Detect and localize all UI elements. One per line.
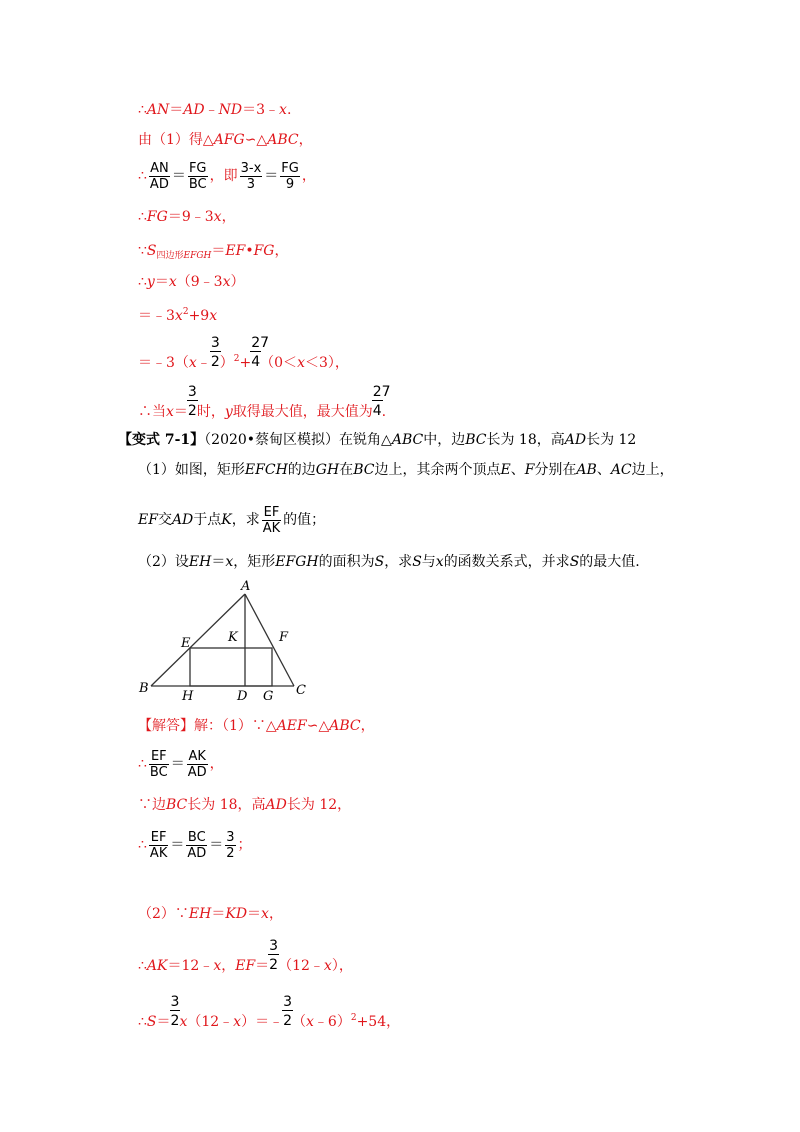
solution-line: $=﹣3x^2+9x$ bbox=[138, 307, 218, 324]
rectangle-efgh bbox=[190, 648, 272, 686]
solution-line: ∴FG＝9﹣3x， bbox=[138, 209, 236, 225]
fraction: $\frac{AN}{AD}$ bbox=[149, 160, 169, 192]
stacked-fraction: $\frac{3}{2}$ bbox=[283, 994, 292, 1029]
stacked-fraction: $\frac{27}{4}$ bbox=[372, 384, 391, 419]
solution-line: （2）∵EH＝KD＝x， bbox=[138, 906, 283, 922]
solution-line: ∴AN＝AD﹣ND＝3﹣x. bbox=[138, 102, 292, 118]
problem-part-1-cont: EF交AD于点K，求 $\frac{EF}{AK}$ 的值； bbox=[138, 504, 326, 536]
problem-statement: 【变式 7-1】（2020•蔡甸区模拟）在锐角△ABC中，边BC长为 18，高AD长为 12 bbox=[118, 432, 637, 448]
stacked-fraction: $\frac{27}{4}$ bbox=[251, 335, 270, 370]
stacked-fraction: $\frac{3}{2}$ bbox=[269, 938, 279, 973]
fraction: $\frac{BC}{AD}$ bbox=[187, 829, 207, 861]
fraction: $\frac{EF}{BC}$ bbox=[149, 748, 168, 780]
solution-line: ∴y＝x（9﹣3x） bbox=[138, 274, 245, 290]
label-f: F bbox=[279, 630, 289, 645]
label-e: E bbox=[181, 636, 191, 651]
fraction: $\frac{AK}{AD}$ bbox=[187, 748, 207, 780]
fraction: $\frac{3-x}{3}$ bbox=[240, 160, 262, 192]
solution-line: $\because S_{四边形EFGH}=EF•FG$， bbox=[138, 243, 289, 261]
solution-line: ∴AK＝12﹣x，EF＝ $\frac{3}{2}(12﹣x)$， bbox=[138, 938, 353, 974]
label-c: C bbox=[296, 683, 306, 698]
label-d: D bbox=[237, 689, 248, 704]
problem-part-1: （1）如图，矩形EFCH的边GH在BC边上，其余两个顶点E、F分别在AB、AC边上， bbox=[138, 462, 674, 478]
solution-line: 由（1）得△AFG∽△ABC， bbox=[138, 132, 313, 148]
solution-line-fractions: ∴ $\frac{EF}{AK}$ ＝ $\frac{BC}{AD}$ ＝ $\frac{3}{2}$ ； bbox=[138, 829, 252, 861]
solution-line: ∴当x＝ $\frac{3}{2}$时，y取得最大值，最大值为 $\frac{27}{4}$. bbox=[138, 384, 391, 420]
stacked-fraction: $\frac{3}{2}$ bbox=[170, 994, 180, 1029]
fraction: $\frac{EF}{AK}$ bbox=[149, 829, 168, 861]
solution-line-fractions: ∴ $\frac{AN}{AD}$ ＝ $\frac{FG}{BC}$ ，即 $\frac{3-x}{3}$ ＝ $\frac{FG}{9}$ ， bbox=[138, 160, 316, 192]
label-g: G bbox=[263, 689, 274, 704]
label-k: K bbox=[228, 630, 238, 645]
fraction: $\frac{3}{2}$ bbox=[226, 829, 235, 861]
fraction: $\frac{FG}{BC}$ bbox=[188, 160, 207, 192]
stacked-fraction: $\frac{3}{2}$ bbox=[210, 335, 220, 370]
triangle-rectangle-figure bbox=[130, 576, 320, 704]
answer-heading: 【解答】解：（1）∵△AEF∽△ABC， bbox=[138, 718, 375, 734]
stacked-fraction: $\frac{3}{2}$ bbox=[187, 384, 197, 419]
solution-line-fractions: ∴ $\frac{EF}{BC}$ ＝ $\frac{AK}{AD}$ ， bbox=[138, 748, 224, 780]
solution-line: ∴S＝ $\frac{3}{2}x(12﹣x)=﹣$ $\frac{3}{2}(x﹣6)^2+54$， bbox=[138, 994, 401, 1030]
solution-line: ∵边BC长为 18，高AD长为 12， bbox=[138, 797, 352, 813]
solution-line: ＝﹣3（x﹣ $\frac{3}{2})^2+$ $\frac{27}{4}(0<x<3)$， bbox=[138, 335, 349, 371]
label-b: B bbox=[139, 681, 149, 696]
fraction: $\frac{EF}{AK}$ bbox=[262, 504, 281, 536]
fraction: $\frac{FG}{9}$ bbox=[281, 160, 299, 192]
problem-part-2: （2）设EH＝x，矩形EFGH的面积为S，求S与x的函数关系式，并求S的最大值. bbox=[138, 554, 640, 570]
label-a: A bbox=[241, 579, 251, 594]
label-h: H bbox=[182, 689, 194, 704]
